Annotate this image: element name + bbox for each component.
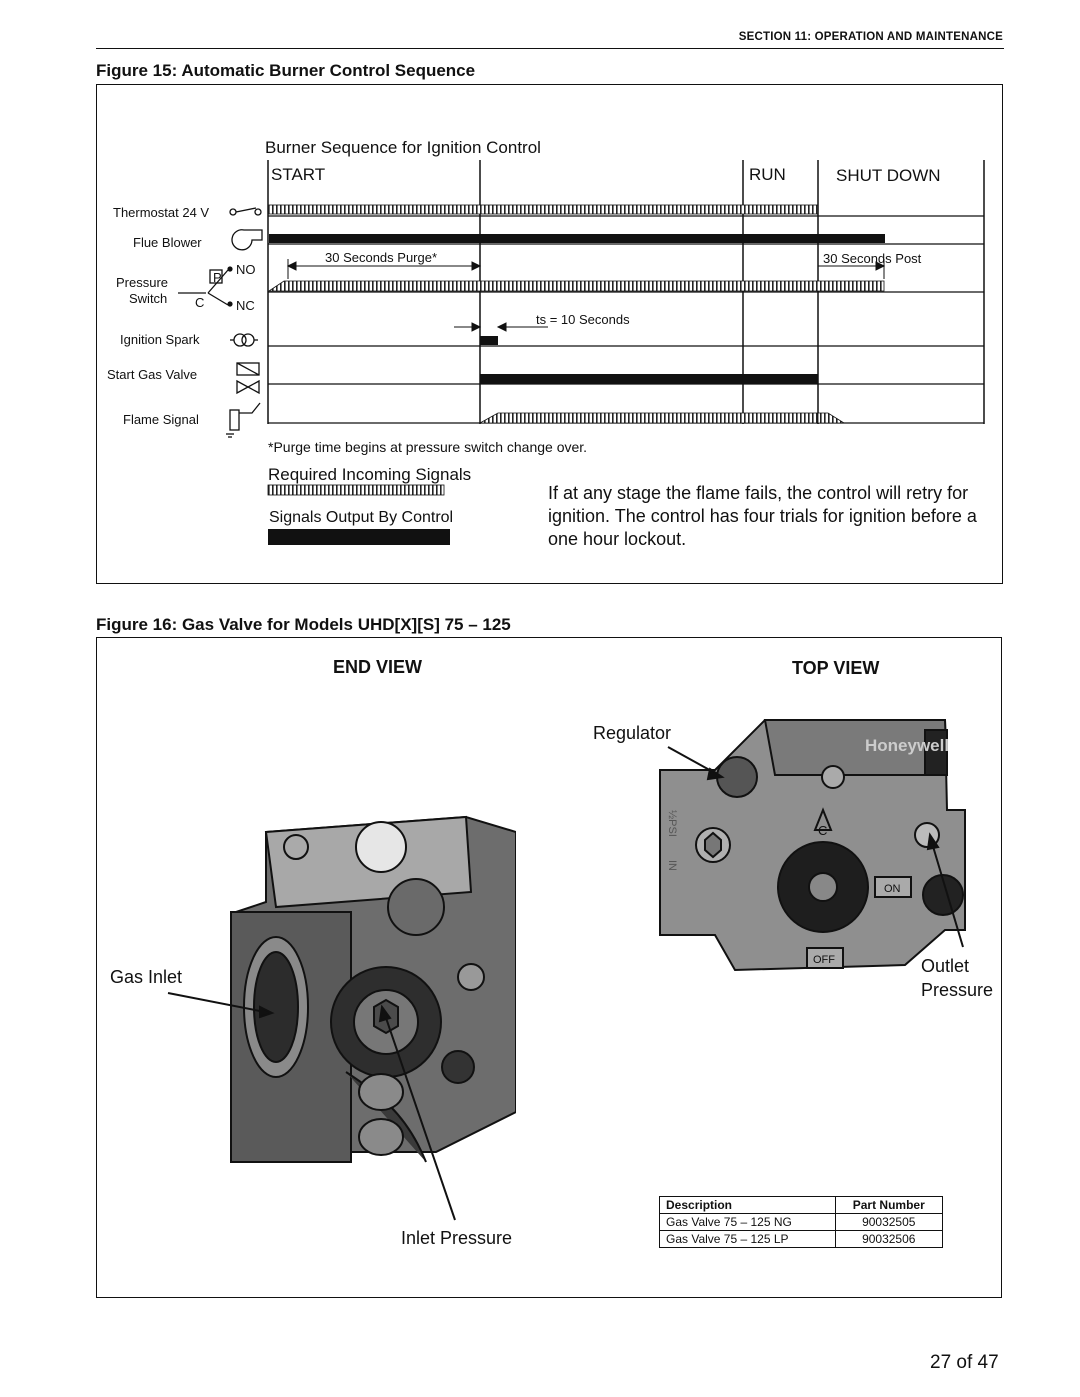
table-header-row bbox=[660, 1197, 943, 1214]
outlet-label: Outlet bbox=[921, 956, 970, 976]
flue-blower-signal bbox=[269, 234, 885, 243]
table-cell: Gas Valve 75 – 125 NG bbox=[660, 1214, 836, 1231]
header-rule bbox=[96, 48, 1004, 49]
post-annotation: 30 Seconds Post bbox=[823, 251, 922, 266]
description-header: Description bbox=[660, 1197, 836, 1214]
flue-blower-icon bbox=[232, 230, 262, 250]
inlet-pressure-label: Inlet Pressure bbox=[401, 1228, 513, 1248]
flame-signal bbox=[480, 413, 818, 423]
thermostat-label: Thermostat 24 V bbox=[113, 205, 210, 220]
figure-16-title: Figure 16: Gas Valve for Models UHD[X][S] 75 – 125 bbox=[96, 615, 511, 634]
start-gas-valve-label: Start Gas Valve bbox=[107, 367, 198, 382]
on-mark: ON bbox=[884, 883, 901, 895]
phase-shutdown: SHUT DOWN bbox=[836, 166, 941, 185]
purge-footnote: *Purge time begins at pressure switch change over. bbox=[268, 439, 588, 455]
regulator-label: Regulator bbox=[593, 723, 672, 743]
top-view-leaders bbox=[650, 735, 980, 955]
part-number-header: Part Number bbox=[835, 1197, 942, 1214]
pressure-label: Pressure bbox=[116, 275, 169, 290]
flue-blower-label: Flue Blower bbox=[133, 235, 202, 250]
top-view-title: TOP VIEW bbox=[792, 658, 880, 678]
end-view-title: END VIEW bbox=[333, 657, 423, 677]
table-cell: Gas Valve 75 – 125 LP bbox=[660, 1231, 836, 1248]
flame-failure-note: If at any stage the flame fails, the control will retry for ignition. The control has four trials for ignition before a one hour lockout. bbox=[548, 483, 977, 549]
c-mark: C bbox=[818, 823, 828, 838]
section-header: SECTION 11: OPERATION AND MAINTENANCE bbox=[738, 31, 1003, 43]
page-number: 27 of 47 bbox=[930, 1352, 999, 1373]
table-cell: 90032506 bbox=[835, 1231, 942, 1248]
purge-annotation: 30 Seconds Purge* bbox=[325, 250, 438, 265]
legend-output-label: Signals Output By Control bbox=[269, 509, 454, 526]
start-gas-valve-signal bbox=[480, 374, 818, 384]
table-row bbox=[660, 1214, 943, 1231]
outlet-pressure-label: Pressure bbox=[921, 980, 994, 1000]
half-psi-mark: ½PSI bbox=[666, 810, 678, 837]
switch-label: Switch bbox=[129, 291, 168, 306]
ignition-spark-label: Ignition Spark bbox=[120, 332, 200, 347]
pressure-switch-signal bbox=[269, 281, 884, 291]
off-mark: OFF bbox=[813, 954, 835, 966]
parts-table bbox=[659, 1196, 943, 1248]
diagram-title: Burner Sequence for Ignition Control bbox=[265, 138, 541, 157]
end-view-leaders bbox=[160, 985, 490, 1225]
phase-run: RUN bbox=[749, 165, 786, 184]
incoming-legend-swatch bbox=[268, 485, 444, 495]
legend-incoming-label: Required Incoming Signals bbox=[268, 465, 472, 484]
flame-signal-label: Flame Signal bbox=[123, 412, 199, 427]
in-mark: IN bbox=[666, 860, 678, 871]
figure-15-title: Figure 15: Automatic Burner Control Sequence bbox=[96, 61, 476, 80]
gas-inlet-label: Gas Inlet bbox=[110, 967, 183, 987]
table-row bbox=[660, 1231, 943, 1248]
phase-start: START bbox=[271, 165, 326, 184]
table-cell: 90032505 bbox=[835, 1214, 942, 1231]
brand-mark: Honeywell bbox=[865, 736, 950, 755]
pressure-switch-nc: NC bbox=[236, 298, 255, 313]
pressure-switch-p: P bbox=[213, 270, 222, 285]
ts-annotation: ts = 10 Seconds bbox=[536, 312, 630, 327]
output-legend-swatch bbox=[268, 529, 450, 545]
thermostat-signal bbox=[269, 205, 818, 214]
ignition-spark-signal bbox=[480, 336, 498, 345]
pressure-switch-c: C bbox=[195, 295, 205, 310]
pressure-switch-no: NO bbox=[236, 262, 256, 277]
